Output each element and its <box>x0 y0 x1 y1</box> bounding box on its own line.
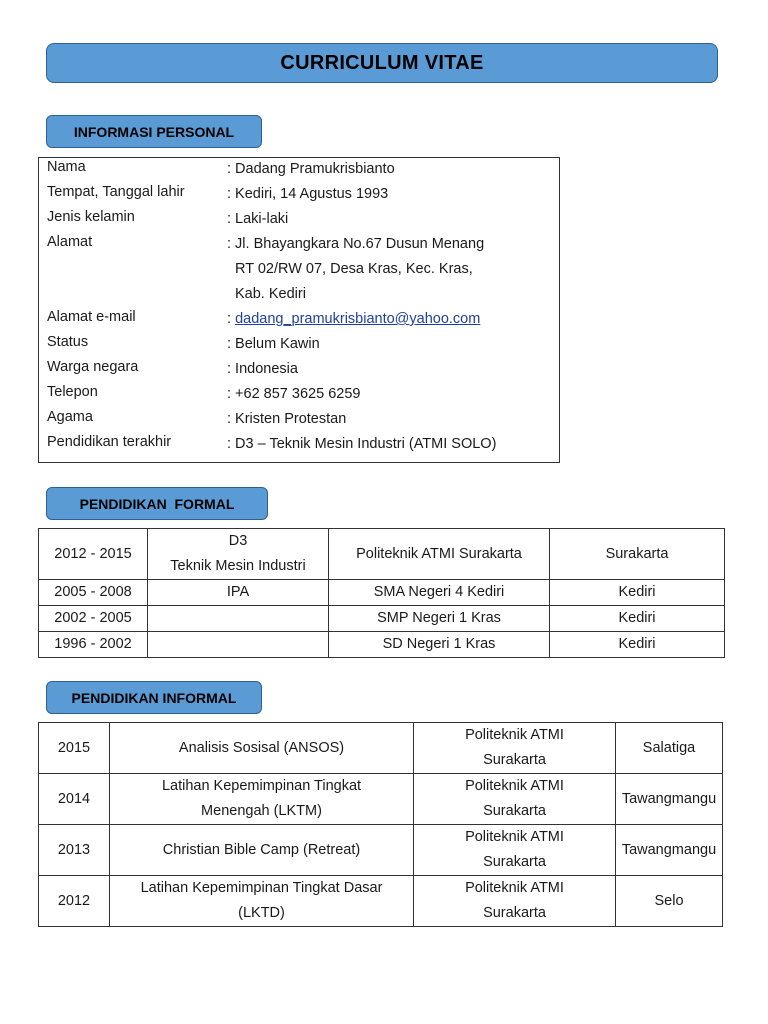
formal-program-line2: Teknik Mesin Industri <box>170 558 306 574</box>
personal-value: : +62 857 3625 6259 <box>227 386 361 402</box>
informal-activity <box>110 723 414 774</box>
personal-label: Pendidikan terakhir <box>47 434 172 450</box>
section-heading-personal <box>46 115 262 148</box>
table-row <box>39 876 723 927</box>
formal-years: 1996 - 2002 <box>39 632 148 658</box>
informal-org-line2: Surakarta <box>483 854 546 870</box>
personal-value <box>227 311 480 327</box>
personal-label: Warga negara <box>47 359 139 375</box>
formal-school: SMP Negeri 1 Kras <box>329 606 550 632</box>
informal-activity <box>110 876 414 927</box>
informal-city: Salatiga <box>616 723 723 774</box>
table-row <box>39 606 725 632</box>
address-line-3: Kab. Kediri <box>235 286 306 302</box>
formal-education-table <box>38 528 725 658</box>
section-heading-formal <box>46 487 268 520</box>
email-link[interactable]: dadang_pramukrisbianto@yahoo.com <box>235 311 481 327</box>
formal-city: Kediri <box>550 606 725 632</box>
formal-school: Politeknik ATMI Surakarta <box>329 529 550 580</box>
informal-org-line1: Politeknik ATMI <box>465 727 564 743</box>
address-line-2: RT 02/RW 07, Desa Kras, Kec. Kras, <box>235 261 473 277</box>
informal-year: 2014 <box>39 774 110 825</box>
email-prefix: : <box>227 311 236 327</box>
formal-city: Surakarta <box>550 529 725 580</box>
informal-activity-line2: Menengah (LKTM) <box>201 803 322 819</box>
informal-city: Tawangmangu <box>616 774 723 825</box>
formal-years: 2012 - 2015 <box>39 529 148 580</box>
formal-city: Kediri <box>550 580 725 606</box>
informal-org <box>414 723 616 774</box>
section-heading-informal <box>46 681 262 714</box>
section-heading-personal-text: INFORMASI PERSONAL <box>73 123 235 140</box>
informal-org-line2: Surakarta <box>483 752 546 768</box>
personal-label: Jenis kelamin <box>47 209 135 225</box>
section-heading-formal-text: PENDIDIKAN FORMAL <box>79 495 235 512</box>
table-row <box>39 774 723 825</box>
formal-program <box>148 606 329 632</box>
table-row <box>39 580 725 606</box>
personal-label: Status <box>47 334 89 350</box>
informal-year: 2015 <box>39 723 110 774</box>
personal-label: Nama <box>47 159 86 175</box>
formal-program <box>148 529 329 580</box>
informal-org-line2: Surakarta <box>483 905 546 921</box>
formal-program: IPA <box>148 580 329 606</box>
formal-city: Kediri <box>550 632 725 658</box>
table-row <box>39 529 725 580</box>
formal-program-line1: D3 <box>228 533 248 549</box>
cv-title-banner <box>46 43 718 83</box>
table-row <box>39 632 725 658</box>
personal-value: : Kristen Protestan <box>227 411 347 427</box>
formal-years: 2005 - 2008 <box>39 580 148 606</box>
informal-org <box>414 774 616 825</box>
informal-activity-line1: Latihan Kepemimpinan Tingkat <box>161 778 362 794</box>
informal-org-line1: Politeknik ATMI <box>465 829 564 845</box>
personal-value: : Jl. Bhayangkara No.67 Dusun Menang <box>227 236 485 252</box>
informal-activity-line2: (LKTD) <box>238 905 285 921</box>
informal-org-line1: Politeknik ATMI <box>465 880 564 896</box>
personal-label: Tempat, Tanggal lahir <box>47 184 185 200</box>
formal-program <box>148 632 329 658</box>
informal-city: Tawangmangu <box>616 825 723 876</box>
personal-value: : Belum Kawin <box>227 336 320 352</box>
personal-value: : Kediri, 14 Agustus 1993 <box>227 186 389 202</box>
section-heading-informal-text: PENDIDIKAN INFORMAL <box>71 689 237 706</box>
personal-value: : Indonesia <box>227 361 298 377</box>
informal-org-line2: Surakarta <box>483 803 546 819</box>
informal-year: 2013 <box>39 825 110 876</box>
personal-label: Telepon <box>47 384 98 400</box>
personal-label: Alamat e-mail <box>47 309 136 325</box>
informal-education-table <box>38 722 723 927</box>
table-row <box>39 825 723 876</box>
informal-activity <box>110 774 414 825</box>
informal-activity-line1: Latihan Kepemimpinan Tingkat Dasar <box>140 880 383 896</box>
informal-org <box>414 825 616 876</box>
personal-info-box <box>38 157 560 463</box>
personal-label: Alamat <box>47 234 93 250</box>
informal-activity-line1: Christian Bible Camp (Retreat) <box>162 841 361 858</box>
cv-title: CURRICULUM VITAE <box>280 51 484 74</box>
informal-city: Selo <box>616 876 723 927</box>
informal-activity <box>110 825 414 876</box>
personal-value: : Laki-laki <box>227 211 289 227</box>
personal-value: : D3 – Teknik Mesin Industri (ATMI SOLO) <box>227 436 497 452</box>
table-row <box>39 723 723 774</box>
formal-school: SD Negeri 1 Kras <box>329 632 550 658</box>
informal-org <box>414 876 616 927</box>
personal-value: : Dadang Pramukrisbianto <box>227 161 395 177</box>
informal-org-line1: Politeknik ATMI <box>465 778 564 794</box>
informal-activity-line1: Analisis Sosisal (ANSOS) <box>178 739 345 756</box>
formal-school: SMA Negeri 4 Kediri <box>329 580 550 606</box>
personal-label: Agama <box>47 409 93 425</box>
formal-years: 2002 - 2005 <box>39 606 148 632</box>
informal-year: 2012 <box>39 876 110 927</box>
